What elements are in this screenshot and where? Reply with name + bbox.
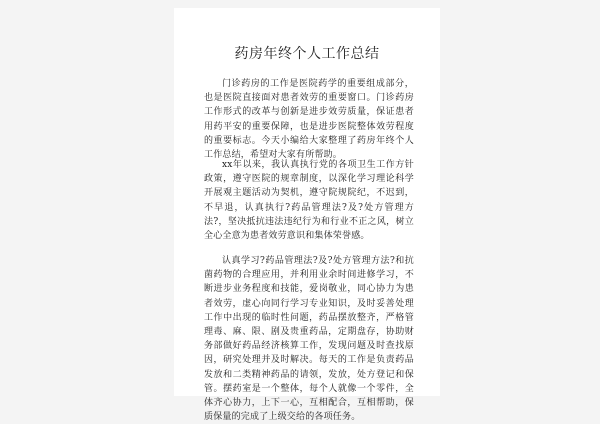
document-title: 药房年终个人工作总结 <box>234 46 380 62</box>
paragraph-work-attitude: xx年以来，我认真执行党的各项卫生工作方针政策，遵守医院的规章制度，以深化学习理论科学开展观主题活动为契机，遵守院规院纪，不迟到，不早退，认真执行?药品管理法?及?处方管理方法?，坚决抵抗违法违纪行为和行业不正之风，树立全心全意为患者效劳意识和集体荣誉感。 <box>204 160 414 242</box>
paragraph-intro: 门诊药房的工作是医院药学的重要组成部分，也是医院直接面对患者效劳的重要窗口。门诊药房工作形式的改革与创新是进步效劳质量，保证患者用药平安的重要保障，也是进步医院整体效劳程度的重要标志。今天小编给大家整理了药房年终个人工作总结，希望对大家有所帮助。 <box>204 79 414 161</box>
paragraph-work-duties: 认真学习?药品管理法?及?处方管理方法?和抗菌药物的合理应用，并利用业余时间进修学习，不断进步业务程度和技能，爱岗敬业，同心协力为患者效劳，虚心向同行学习专业知识，及时妥善处理工作中出现的临时性问题，药品摆放整齐，严格管理毒、麻、限、剧及贵重药品，定期盘存，协助财务部做好药品经济核算工作，发现问题及时查找原因，研究处理并及时解决。每天的工作是负责药品发放和二类精神药品的请领，发放，处方登记和保管。摆药室是一个整体，每个人就像一个零件，全体齐心协力，上下一心，互相配合，互相帮助，保质保量的完成了上级交给的各项任务。 <box>204 256 414 423</box>
document-page <box>174 8 440 423</box>
